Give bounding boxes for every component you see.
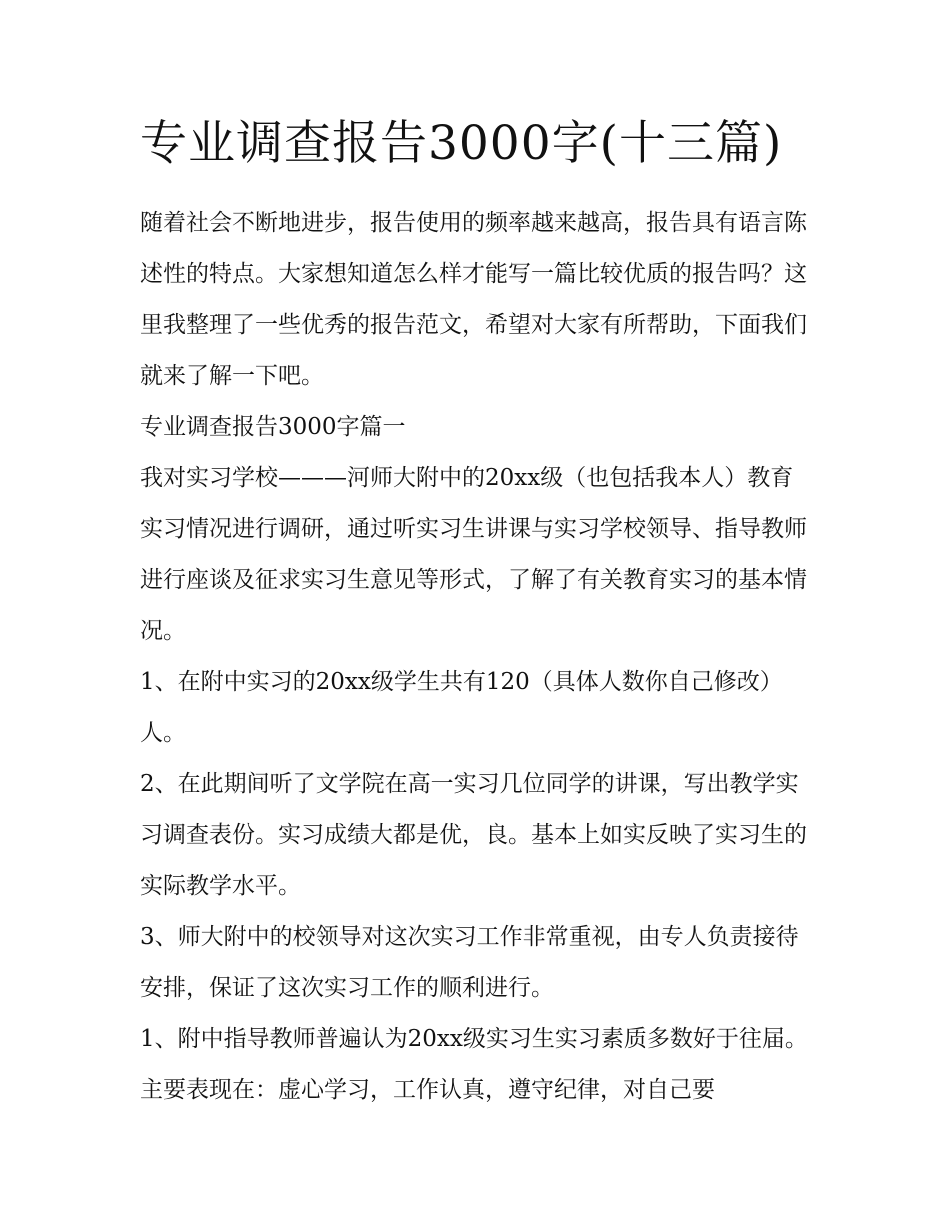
document-body (140, 198, 812, 1116)
body-paragraph: 我对实习学校———河师大附中的20xx级（也包括我本人）教育实习情况进行调研，通过听实习生讲课与实习学校领导、指导教师进行座谈及征求实习生意见等形式，了解了有关教育实习的基本情况。 (140, 465, 807, 644)
list-item: 1、附中指导教师普遍认为20xx级实习生实习素质多数好于往届。主要表现在：虚心学习，工作认真，遵守纪律，对自己要 (140, 1026, 808, 1103)
list-item: 3、师大附中的校领导对这次实习工作非常重视，由专人负责接待安排，保证了这次实习工作的顺利进行。 (140, 924, 799, 1001)
list-item: 2、在此期间听了文学院在高一实习几位同学的讲课，写出教学实习调查表份。实习成绩大都是优，良。基本上如实反映了实习生的实际教学水平。 (140, 771, 807, 899)
page-title: 专业调查报告3000字(十三篇) (140, 116, 783, 171)
intro-paragraph: 随着社会不断地进步，报告使用的频率越来越高，报告具有语言陈述性的特点。大家想知道怎么样才能写一篇比较优质的报告吗？这里我整理了一些优秀的报告范文，希望对大家有所帮助，下面我们就来了解一下吧。 (140, 210, 807, 389)
list-item: 1、在附中实习的20xx级学生共有120（具体人数你自己修改）人。 (140, 669, 783, 746)
section-heading: 专业调查报告3000字篇一 (140, 414, 406, 440)
